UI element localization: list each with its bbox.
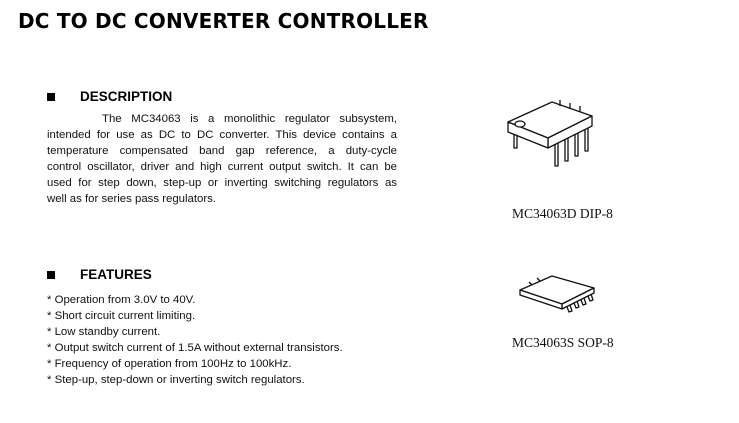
feature-item: * Short circuit current limiting.: [47, 310, 196, 322]
description-heading-text: DESCRIPTION: [80, 89, 173, 104]
feature-item: * Operation from 3.0V to 40V.: [47, 294, 196, 306]
feature-item: * Low standby current.: [47, 326, 161, 338]
sop-package-label: MC34063S SOP-8: [512, 335, 614, 350]
features-list: [47, 292, 343, 388]
page-title: DC TO DC CONVERTER CONTROLLER: [18, 9, 429, 33]
features-heading: [47, 267, 152, 282]
dip-8-package-icon: [500, 96, 600, 176]
description-line: The MC34063 is a monolithic regulator subsystem,: [102, 113, 397, 125]
sop-8-package-icon: [512, 268, 602, 318]
feature-item: * Frequency of operation from 100Hz to 100kHz.: [47, 358, 292, 370]
dip-package-label: MC34063D DIP-8: [512, 206, 613, 221]
feature-item: * Step-up, step-down or inverting switch regulators.: [47, 374, 305, 386]
description-line: used for step down, step-up or inverting switching regulators as: [47, 177, 397, 189]
features-heading-text: FEATURES: [80, 267, 152, 282]
description-heading: [47, 89, 172, 104]
feature-item: * Output switch current of 1.5A without external transistors.: [47, 342, 343, 354]
description-body: [47, 111, 397, 207]
description-line: intended for use as DC to DC converter. This device contains a: [47, 129, 397, 141]
square-bullet-icon: [47, 271, 55, 279]
description-line: well as for series pass regulators.: [47, 193, 217, 205]
square-bullet-icon: [47, 93, 55, 101]
description-line: temperature compensated band gap reference, a duty-cycle: [47, 145, 397, 157]
description-line: control oscillator, driver and high current output switch. It can be: [47, 161, 397, 173]
